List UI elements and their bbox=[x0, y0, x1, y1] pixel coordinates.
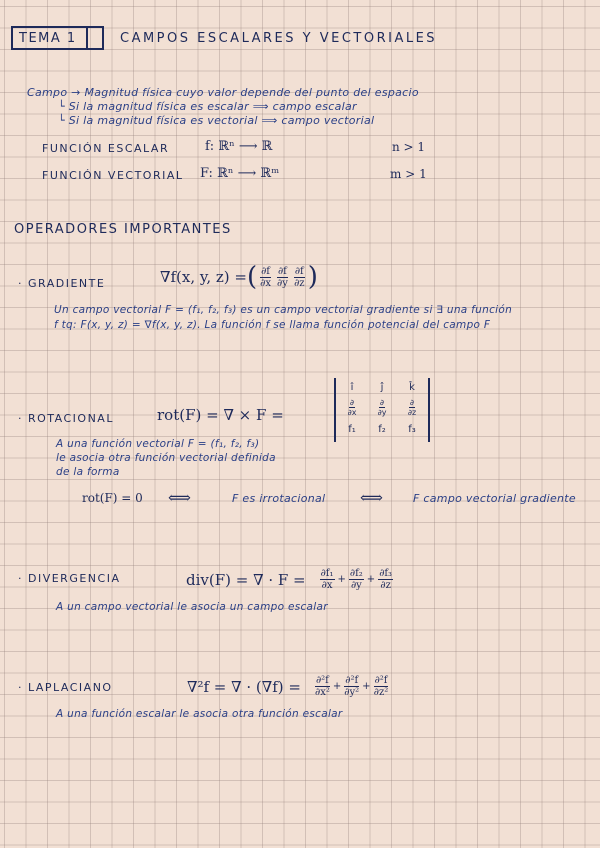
denominator: ∂x bbox=[347, 408, 357, 417]
denominator: ∂y² bbox=[344, 687, 360, 698]
gradiente-label: · GRADIENTE bbox=[18, 277, 106, 290]
plus-sign: + bbox=[362, 681, 371, 692]
fraction bbox=[378, 568, 393, 591]
plus-sign: + bbox=[366, 574, 376, 585]
numerator: ∂f bbox=[261, 265, 271, 277]
operators-heading: OPERADORES IMPORTANTES bbox=[14, 222, 232, 237]
component-f1: f₁ bbox=[348, 424, 356, 435]
unit-k: k̂ bbox=[409, 382, 415, 393]
fraction bbox=[260, 266, 271, 289]
definition-vectorial: └ Si la magnitud física es vectorial ⟹ campo vectorial bbox=[58, 114, 375, 127]
denominator: ∂y bbox=[350, 580, 362, 591]
denominator: ∂x² bbox=[315, 687, 330, 698]
partial-y bbox=[372, 398, 392, 417]
plus-sign: + bbox=[332, 681, 342, 692]
fraction bbox=[344, 675, 359, 698]
funcion-vectorial-condition: m > 1 bbox=[390, 167, 427, 181]
denominator: ∂y bbox=[277, 277, 288, 289]
rotacional-label: · ROTACIONAL bbox=[18, 412, 114, 425]
partial-z bbox=[402, 398, 422, 417]
equivalence-arrow: ⟺ bbox=[168, 488, 191, 507]
funcion-escalar-condition: n > 1 bbox=[392, 140, 426, 154]
numerator: ∂ bbox=[349, 398, 355, 407]
definition-campo: Campo → Magnitud física cuyo valor depende del punto del espacio bbox=[27, 86, 419, 99]
denominator: ∂z bbox=[380, 580, 391, 591]
unit-j: ĵ bbox=[380, 382, 384, 393]
rotacional-note-1: A una función vectorial F = (f₁, f₂, f₃) bbox=[56, 438, 260, 450]
divergencia-label: · DIVERGENCIA bbox=[18, 572, 121, 585]
rotacional-cond-lhs: rot(F) = 0 bbox=[82, 491, 143, 505]
numerator: ∂²f bbox=[374, 675, 388, 686]
fraction bbox=[315, 675, 330, 698]
equivalence-arrow: ⟺ bbox=[360, 488, 383, 507]
rotacional-formula: rot(F) = ∇ × F = bbox=[157, 406, 284, 424]
numerator: ∂ bbox=[379, 398, 385, 407]
gradiente-note-1: Un campo vectorial F = (f₁, f₂, f₃) es un campo vectorial gradiente si ∃ una función bbox=[54, 304, 513, 316]
funcion-vectorial-map: F: ℝⁿ ⟶ ℝᵐ bbox=[200, 166, 280, 181]
tema-label: TEMA 1 bbox=[19, 31, 77, 46]
numerator: ∂ bbox=[409, 398, 415, 407]
funcion-escalar-label: FUNCIÓN ESCALAR bbox=[42, 142, 170, 155]
numerator: ∂²f bbox=[316, 675, 329, 686]
laplaciano-note: A una función escalar le asocia otra función escalar bbox=[56, 708, 343, 720]
denominator: ∂x bbox=[260, 277, 271, 289]
fraction bbox=[277, 266, 288, 289]
rotacional-cond-rhs: F campo vectorial gradiente bbox=[413, 492, 576, 505]
numerator: ∂f₂ bbox=[349, 568, 363, 579]
denominator: ∂x bbox=[321, 580, 333, 591]
title-divider bbox=[86, 26, 88, 50]
laplaciano-formula bbox=[187, 675, 391, 698]
divergencia-formula-lhs: div(F) = ∇ · F = bbox=[186, 570, 306, 589]
fraction bbox=[349, 568, 364, 591]
numerator: ∂f₃ bbox=[379, 568, 393, 579]
numerator: ∂f bbox=[278, 265, 287, 277]
gradiente-formula bbox=[160, 262, 318, 292]
laplaciano-formula-lhs: ∇²f = ∇ · (∇f) = bbox=[187, 677, 301, 696]
divergencia-formula bbox=[186, 568, 396, 591]
component-f3: f₃ bbox=[408, 424, 416, 435]
rotacional-determinant bbox=[334, 378, 430, 442]
rotacional-note-2: le asocia otra función vectorial definida bbox=[56, 452, 276, 464]
denominator: ∂z² bbox=[373, 687, 389, 698]
divergencia-note: A un campo vectorial le asocia un campo escalar bbox=[56, 601, 328, 613]
open-paren: ( bbox=[246, 262, 258, 292]
gradiente-formula-lhs: ∇f(x, y, z) = bbox=[160, 268, 247, 286]
page-title: CAMPOS ESCALARES Y VECTORIALES bbox=[120, 31, 438, 46]
fraction bbox=[320, 568, 335, 591]
unit-i: î bbox=[350, 382, 354, 393]
gradiente-note-2: f tq: F(x, y, z) = ∇f(x, y, z). La función f se llama función potencial del campo F bbox=[54, 319, 491, 331]
numerator: ∂f₁ bbox=[320, 568, 334, 579]
definition-escalar: └ Si la magnitud física es escalar ⟹ campo escalar bbox=[58, 100, 357, 113]
funcion-escalar-map: f: ℝⁿ ⟶ ℝ bbox=[205, 139, 273, 154]
denominator: ∂z bbox=[294, 277, 305, 289]
laplaciano-label: · LAPLACIANO bbox=[18, 681, 113, 694]
partial-x bbox=[342, 398, 362, 417]
rotacional-cond-mid: F es irrotacional bbox=[232, 492, 326, 505]
component-f2: f₂ bbox=[378, 424, 386, 435]
denominator: ∂y bbox=[377, 408, 387, 417]
numerator: ∂²f bbox=[345, 675, 359, 686]
fraction bbox=[294, 266, 305, 289]
denominator: ∂z bbox=[407, 408, 417, 417]
plus-sign: + bbox=[337, 574, 346, 585]
fraction bbox=[374, 675, 389, 698]
numerator: ∂f bbox=[294, 265, 304, 277]
rotacional-note-3: de la forma bbox=[56, 466, 120, 478]
close-paren: ) bbox=[307, 262, 318, 292]
funcion-vectorial-label: FUNCIÓN VECTORIAL bbox=[42, 169, 184, 182]
